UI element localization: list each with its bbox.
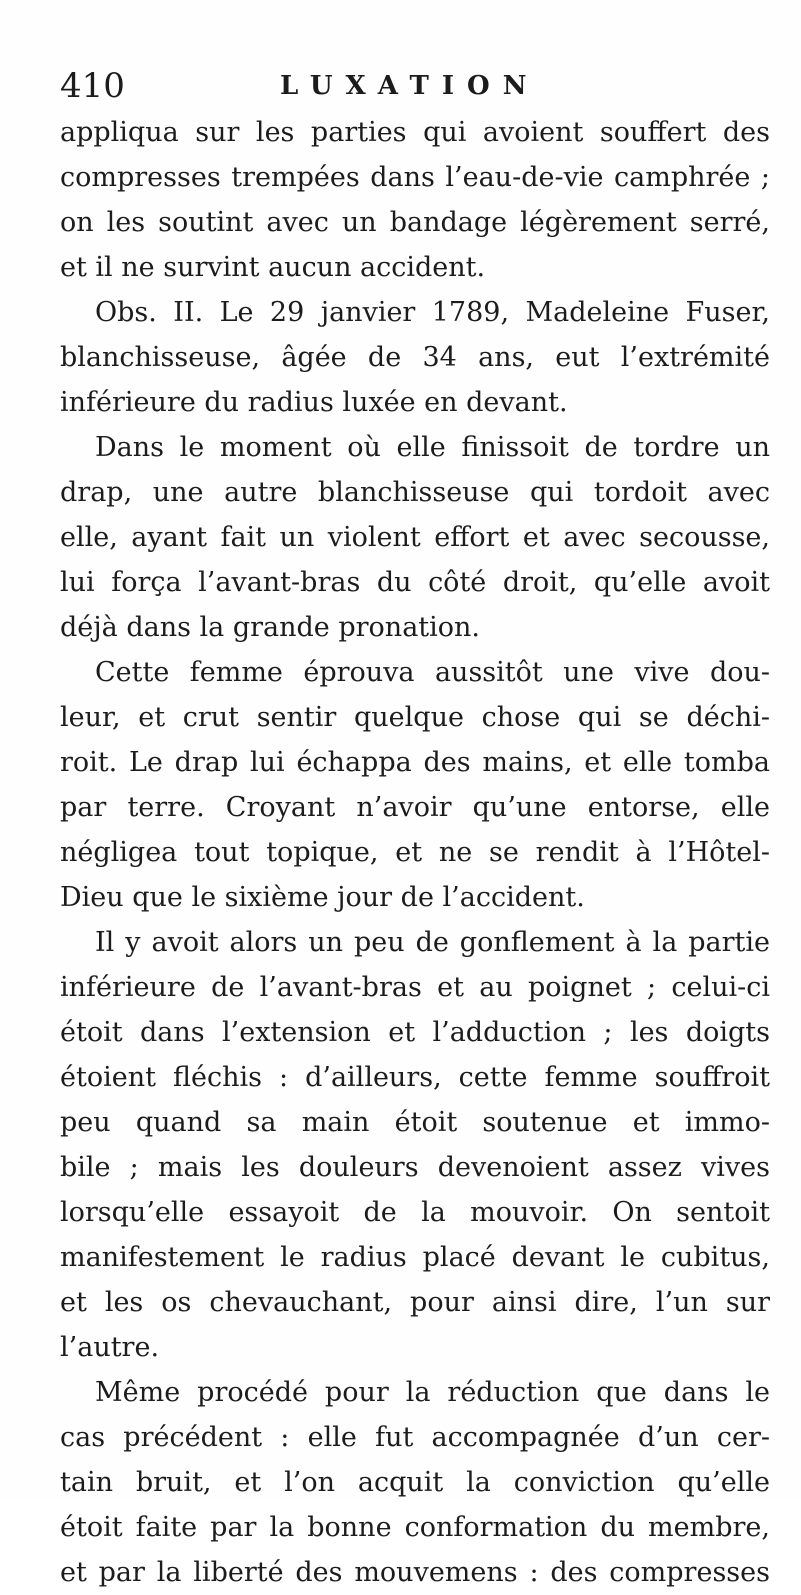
paragraph-6 xyxy=(60,1370,770,1595)
text-line: déjà dans la grande pronation. xyxy=(60,612,481,643)
text-line: inférieure de l’avant-bras et au poignet ; celui-ci xyxy=(60,972,770,1003)
text-line: et il ne survint aucun accident. xyxy=(60,252,486,283)
text-line: blanchisseuse, âgée de 34 ans, eut l’extrémité xyxy=(60,342,770,373)
text-line: Cette femme éprouva aussitôt une vive dou- xyxy=(95,657,770,688)
text-line: compresses trempées dans l’eau-de-vie camphrée ; xyxy=(60,162,770,193)
running-head: LUXATION xyxy=(280,71,540,101)
text-line: lui força l’avant-bras du côté droit, qu’elle avoit xyxy=(60,567,770,598)
text-line: lorsqu’elle essayoit de la mouvoir. On sentoit xyxy=(60,1197,770,1228)
paragraph-3 xyxy=(60,425,770,650)
text-line: étoit dans l’extension et l’adduction ; les doigts xyxy=(60,1017,770,1048)
text-line: elle, ayant fait un violent effort et avec secousse, xyxy=(60,522,770,553)
text-line: leur, et crut sentir quelque chose qui se déchi- xyxy=(60,702,770,733)
text-line: Dans le moment où elle finissoit de tordre un xyxy=(95,432,770,463)
text-line: Obs. II. Le 29 janvier 1789, Madeleine Fuser, xyxy=(95,297,770,328)
paragraph-1 xyxy=(60,110,770,290)
text-line: Dieu que le sixième jour de l’accident. xyxy=(60,882,585,913)
text-line: étoient fléchis : d’ailleurs, cette femme souffroit xyxy=(60,1062,770,1093)
text-line: appliqua sur les parties qui avoient souffert des xyxy=(60,117,770,148)
text-line: l’autre. xyxy=(60,1332,160,1363)
body-text xyxy=(60,110,770,1595)
text-line: cas précédent : elle fut accompagnée d’un cer- xyxy=(60,1422,770,1453)
text-line: étoit faite par la bonne conformation du membre, xyxy=(60,1512,770,1543)
paragraph-2 xyxy=(60,290,770,425)
text-line: bile ; mais les douleurs devenoient assez vives xyxy=(60,1152,770,1183)
text-line: manifestement le radius placé devant le cubitus, xyxy=(60,1242,770,1273)
text-line: roit. Le drap lui échappa des mains, et elle tomba xyxy=(60,747,770,778)
text-line: drap, une autre blanchisseuse qui tordoit avec xyxy=(60,477,770,508)
text-line: négligea tout topique, et ne se rendit à l’Hôtel- xyxy=(60,837,770,868)
text-line: Même procédé pour la réduction que dans le xyxy=(95,1377,770,1408)
text-line: par terre. Croyant n’avoir qu’une entorse, elle xyxy=(60,792,770,823)
text-line: inférieure du radius luxée en devant. xyxy=(60,387,568,418)
text-line: peu quand sa main étoit soutenue et immo- xyxy=(60,1107,770,1138)
text-line: tain bruit, et l’on acquit la conviction qu’elle xyxy=(60,1467,770,1498)
page-number: 410 xyxy=(60,66,125,106)
text-line: et les os chevauchant, pour ainsi dire, l’un sur xyxy=(60,1287,770,1318)
text-line: on les soutint avec un bandage légèrement serré, xyxy=(60,207,770,238)
paragraph-4 xyxy=(60,650,770,920)
text-line: Il y avoit alors un peu de gonflement à la partie xyxy=(95,927,770,958)
page-header xyxy=(60,66,760,106)
paragraph-5 xyxy=(60,920,770,1370)
text-line: et par la liberté des mouvemens : des compresses xyxy=(60,1557,770,1588)
